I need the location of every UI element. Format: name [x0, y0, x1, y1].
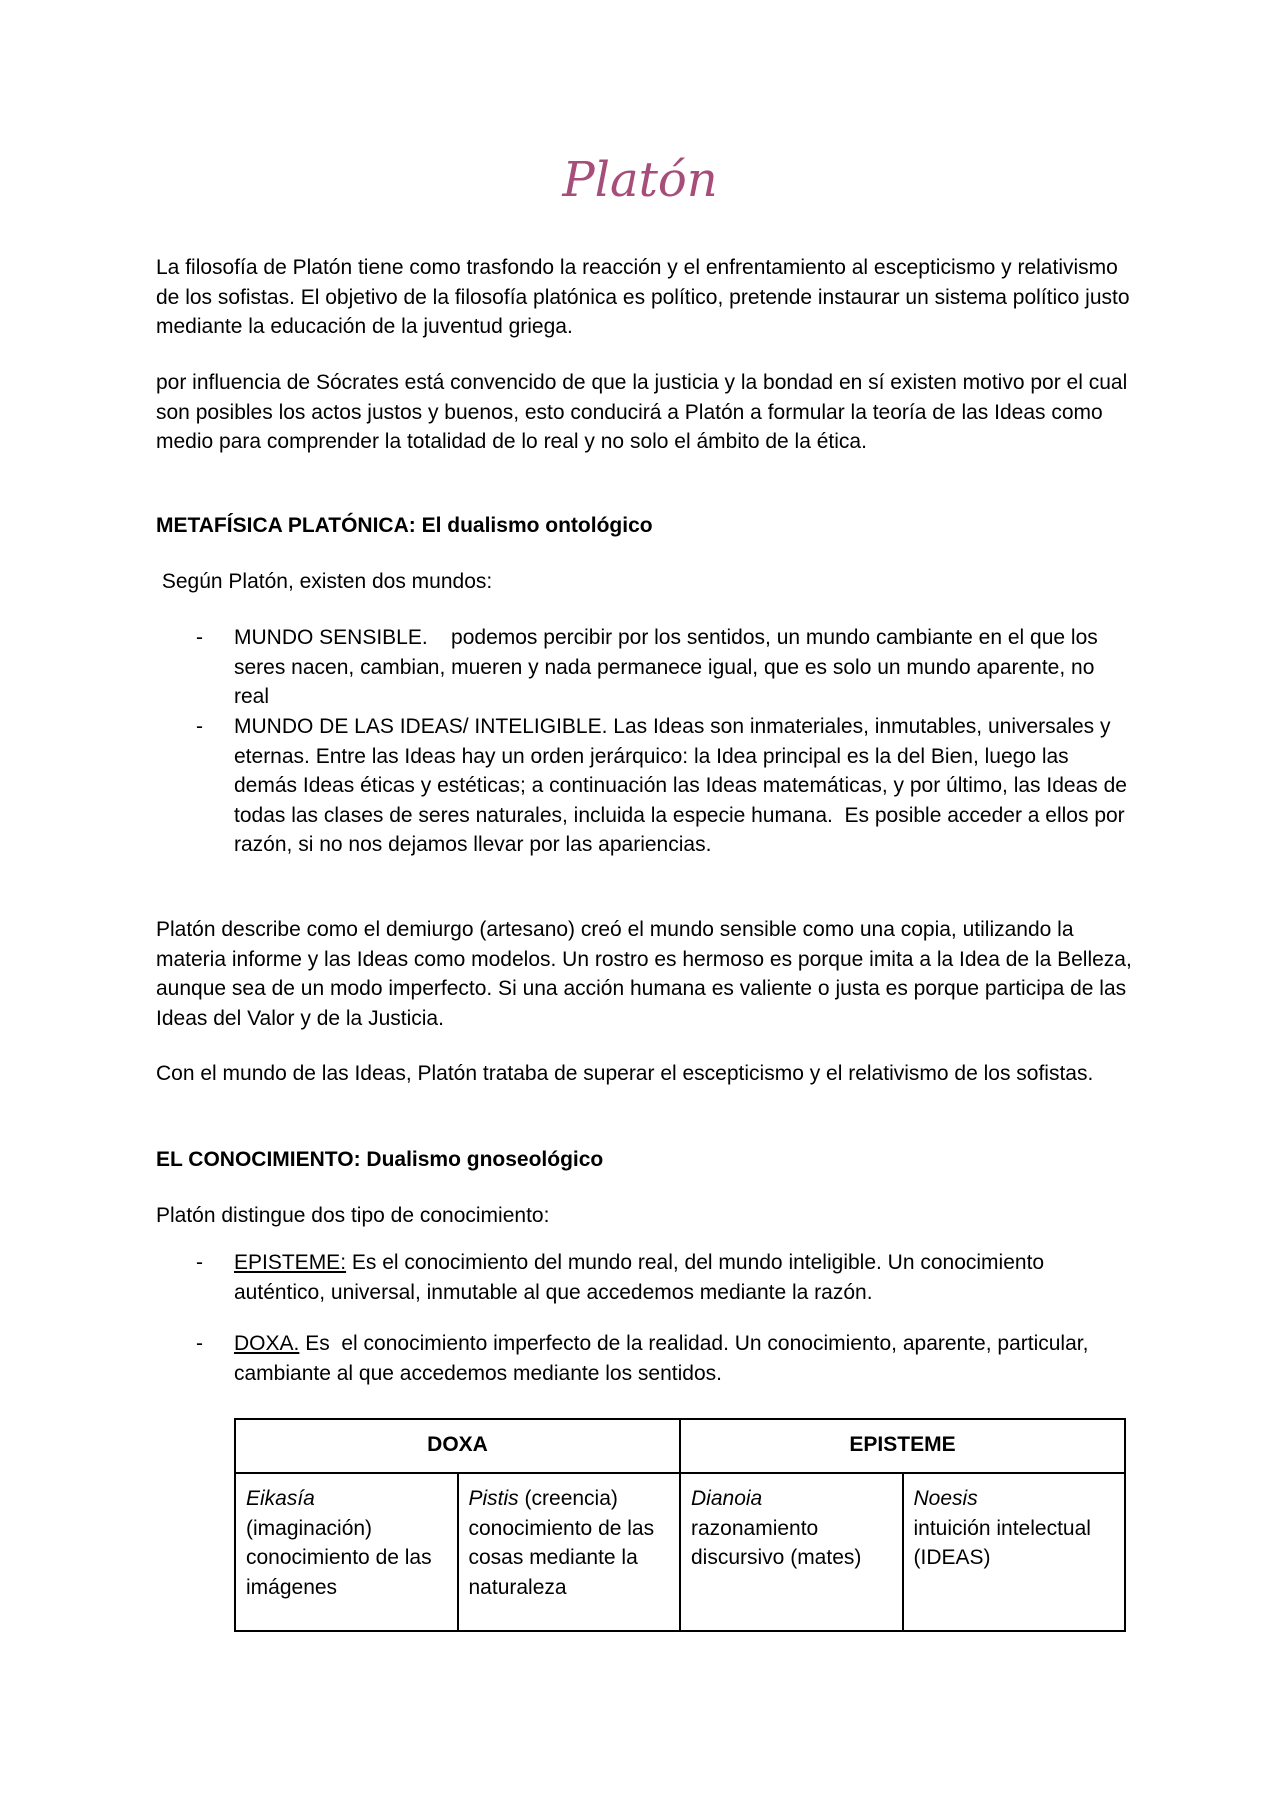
cell-term: Pistis	[468, 1487, 519, 1510]
list-item-mundo-sensible: MUNDO SENSIBLE. podemos percibir por los sentidos, un mundo cambiante en el que los seres nacen, cambian, mueren y nada permanece igual, que es solo un mundo aparente, no real	[234, 626, 1104, 708]
list-item-episteme	[234, 1248, 1134, 1307]
section-heading-conocimiento: EL CONOCIMIENTO: Dualismo gnoseológico	[156, 1148, 604, 1171]
table-row	[235, 1473, 1125, 1631]
cell-term: Eikasía	[246, 1487, 315, 1510]
section-lead: Según Platón, existen dos mundos:	[156, 570, 493, 593]
cell-eikasia	[235, 1473, 458, 1631]
list-item-mundo-ideas: MUNDO DE LAS IDEAS/ INTELIGIBLE. Las Ideas son inmateriales, inmutables, universales y eternas. Entre las Ideas hay un orden jerárquico: la Idea principal es la del Bien, luego las demás Ideas éticas y estéticas; a continuación las Ideas matemáticas, y por último, las Ideas de todas las clases de seres naturales, incluida la especie humana. Es posible acceder a ellos por razón, si no nos dejamos llevar por las apariencias.	[234, 715, 1133, 856]
knowledge-table	[234, 1418, 1126, 1632]
cell-text: razonamiento discursivo (mates)	[691, 1516, 862, 1569]
cell-text: (creencia) conocimiento de las cosas mediante la naturaleza	[468, 1487, 655, 1599]
cell-dianoia	[680, 1473, 903, 1631]
paragraph-demiurgo: Platón describe como el demiurgo (artesano) creó el mundo sensible como una copia, utilizando la materia informe y las Ideas como modelos. Un rostro es hermoso es porque imita a la Idea de la Belleza, aunque sea de un modo imperfecto. Si una acción humana es valiente o justa es porque participa de las Ideas del Valor y de la Justicia.	[156, 918, 1138, 1030]
cell-text: intuición intelectual (IDEAS)	[913, 1516, 1091, 1569]
cell-pistis	[458, 1473, 681, 1631]
bullet-dash: -	[196, 1332, 203, 1355]
cell-text: (imaginación) conocimiento de las imágenes	[246, 1516, 432, 1599]
bullet-dash: -	[196, 626, 203, 649]
header-episteme: EPISTEME	[680, 1419, 1125, 1473]
cell-term: Dianoia	[691, 1487, 763, 1510]
term-doxa: DOXA.	[234, 1332, 300, 1355]
bullet-dash: -	[196, 715, 203, 738]
section-heading-metafisica: METAFÍSICA PLATÓNICA: El dualismo ontológico	[156, 514, 653, 537]
section-lead: Platón distingue dos tipo de conocimiento:	[156, 1204, 550, 1227]
intro-paragraph-2: por influencia de Sócrates está convencido de que la justicia y la bondad en sí existen motivo por el cual son posibles los actos justos y buenos, esto conducirá a Platón a formular la teoría de las Ideas como medio para comprender la totalidad de lo real y no solo el ámbito de la ética.	[156, 371, 1134, 453]
term-episteme: EPISTEME:	[234, 1251, 347, 1274]
definition: Es el conocimiento imperfecto de la realidad. Un conocimiento, aparente, particular, cambiante al que accedemos mediante los sentidos.	[234, 1332, 1095, 1385]
list-item-doxa	[234, 1329, 1134, 1388]
cell-term: Noesis	[913, 1487, 978, 1510]
table-header-row	[235, 1419, 1125, 1473]
page-title: Platón	[562, 152, 718, 208]
header-doxa: DOXA	[235, 1419, 680, 1473]
bullet-dash: -	[196, 1251, 203, 1274]
intro-paragraph-1: La filosofía de Platón tiene como trasfondo la reacción y el enfrentamiento al escepticismo y relativismo de los sofistas. El objetivo de la filosofía platónica es político, pretende instaurar un sistema político justo mediante la educación de la juventud griega.	[156, 256, 1136, 338]
cell-noesis	[903, 1473, 1126, 1631]
paragraph-mundo-ideas: Con el mundo de las Ideas, Platón trataba de superar el escepticismo y el relativismo de los sofistas.	[156, 1062, 1094, 1085]
definition: Es el conocimiento del mundo real, del mundo inteligible. Un conocimiento auténtico, universal, inmutable al que accedemos mediante la razón.	[234, 1251, 1050, 1304]
